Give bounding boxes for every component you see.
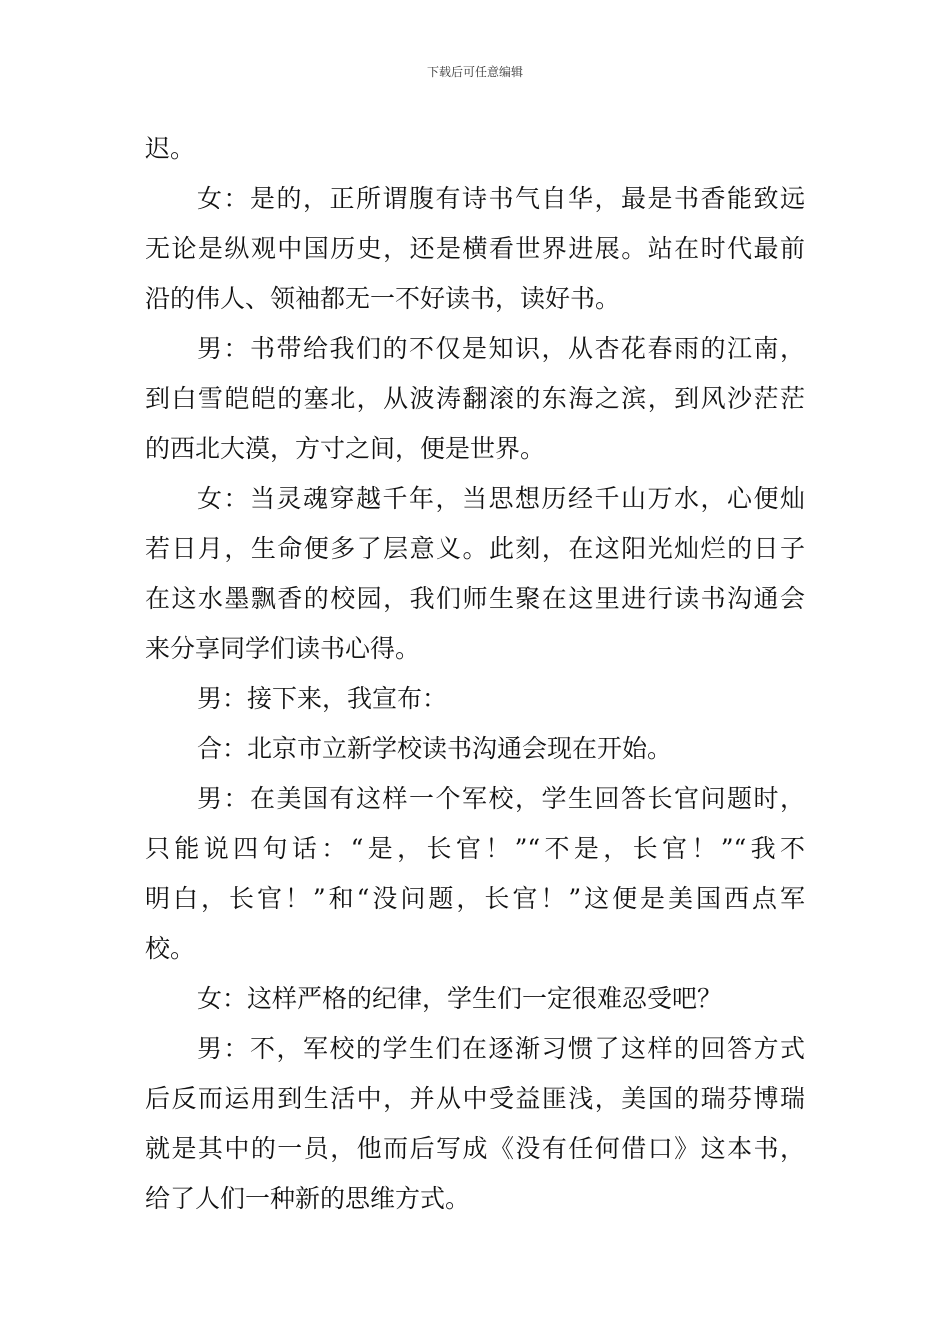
paragraph xyxy=(145,124,805,174)
paragraph-line: 来分享同学们读书心得。 xyxy=(145,634,421,663)
paragraph-line: 若日月，生命便多了层意义。此刻，在这阳光灿烂的日子 xyxy=(145,534,805,563)
paragraph-line: 就是其中的一员，他而后写成《没有任何借口》这本书， xyxy=(145,1134,805,1163)
document-body xyxy=(145,124,805,1224)
paragraph xyxy=(145,774,805,974)
paragraph-line: 只能说四句话：“是，长官！”“不是，长官！”“我不 xyxy=(145,834,805,863)
paragraph-line: 的西北大漠，方寸之间，便是世界。 xyxy=(145,434,546,463)
paragraph-line: 男：不，军校的学生们在逐渐习惯了这样的回答方式 xyxy=(197,1034,805,1063)
paragraph-line: 女：当灵魂穿越千年，当思想历经千山万水，心便灿 xyxy=(197,484,805,513)
paragraph xyxy=(145,1024,805,1224)
paragraph xyxy=(145,174,805,324)
paragraph xyxy=(145,324,805,474)
paragraph-line: 到白雪皑皑的塞北，从波涛翻滚的东海之滨，到风沙茫茫 xyxy=(145,384,805,413)
paragraph-line: 男：书带给我们的不仅是知识，从杏花春雨的江南， xyxy=(197,334,805,363)
paragraph xyxy=(145,724,805,774)
paragraph-line: 给了人们一种新的思维方式。 xyxy=(145,1184,471,1213)
paragraph-line: 在这水墨飘香的校园，我们师生聚在这里进行读书沟通会 xyxy=(145,584,805,613)
paragraph-line: 男：在美国有这样一个军校，学生回答长官问题时， xyxy=(197,784,805,813)
paragraph xyxy=(145,974,805,1024)
paragraph-line: 迟。 xyxy=(145,134,196,163)
page-header-note: 下载后可任意编辑 xyxy=(426,65,523,79)
paragraph-line: 沿的伟人、领袖都无一不好读书，读好书。 xyxy=(145,284,621,313)
paragraph-line: 女：这样严格的纪律，学生们一定很难忍受吧？ xyxy=(197,984,723,1013)
paragraph xyxy=(145,474,805,674)
paragraph-line: 后反而运用到生活中，并从中受益匪浅，美国的瑞芬博瑞 xyxy=(145,1084,805,1113)
paragraph-line: 校。 xyxy=(145,934,196,963)
paragraph-line: 合：北京市立新学校读书沟通会现在开始。 xyxy=(197,734,673,763)
paragraph-line: 男：接下来，我宣布： xyxy=(197,684,448,713)
paragraph-line: 女：是的，正所谓腹有诗书气自华，最是书香能致远 xyxy=(197,184,805,213)
paragraph-line: 明白，长官！”和“没问题，长官！”这便是美国西点军 xyxy=(145,884,805,913)
paragraph xyxy=(145,674,805,724)
paragraph-line: 无论是纵观中国历史，还是横看世界进展。站在时代最前 xyxy=(145,234,805,263)
